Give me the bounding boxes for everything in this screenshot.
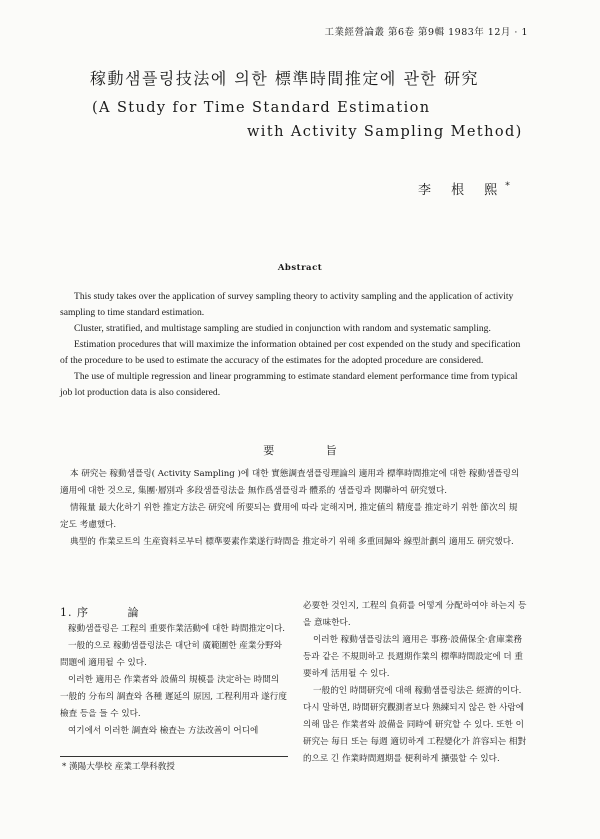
abstract-paragraph: This study takes over the application of survey sampling theory to activity sampling and the application of activity sampling to time standard estimation. xyxy=(60,291,514,318)
body-paragraph: 一般的으로 稼動샘플링法은 대단히 廣範圍한 産業分野와 問題에 適用될 수 있다. xyxy=(60,641,282,668)
abstract-paragraph: Cluster, stratified, and multistage sampling are studied in conjunction with random and systematic sampling. xyxy=(74,323,491,334)
abstract-heading: Abstract xyxy=(277,263,323,273)
abstract-paragraph: Estimation procedures that will maximize the information obtained per cost expended on the study and specification of the procedure to be used to estimate the accuracy of the estimates for the adopted procedure are considered. xyxy=(60,339,521,366)
author-footnote-mark: * xyxy=(505,181,510,192)
summary-body xyxy=(60,466,520,551)
author xyxy=(418,179,510,198)
abstract-paragraph: The use of multiple regression and linear programming to estimate standard element performance time from typical job lot production data is also considered. xyxy=(60,371,518,398)
left-column xyxy=(60,604,288,740)
summary-paragraph: 本 研究는 稼動샘플링( Activity Sampling )에 대한 實態調査샘플링理論의 適用과 標準時間推定에 대한 稼動샘플링의 適用에 대한 것으로, 集團·層別과 多段샘플링法을 無作爲샘플링과 體系的 샘플링과 関聯하여 研究했다. xyxy=(60,469,520,496)
section-heading xyxy=(60,604,288,621)
body-paragraph: 이러한 適用은 作業者와 設備의 規模를 決定하는 時間의 一般的 分布의 調査와 各種 遲延의 原因, 工程利用과 遂行度檢査 등을 들 수 있다. xyxy=(60,675,287,719)
paper-title-english-line2: with Activity Sampling Method) xyxy=(247,124,523,140)
author-name: 李 根 熙 xyxy=(418,183,506,198)
summary-paragraph: 情報量 最大化하기 위한 推定方法은 研究에 所要되는 費用에 따라 定해지며, 推定値의 精度를 推定하기 위한 節次의 規定도 考慮했다. xyxy=(60,503,518,530)
summary-paragraph: 典型的 作業로트의 生産資料로부터 標準要素作業遂行時間을 推定하기 위해 多重回歸와 線型計劃의 適用도 研究했다. xyxy=(70,537,514,547)
body-paragraph: 一般的인 時間研究에 대해 稼動샘플링法은 經濟的이다. 다시 말하면, 時間研究觀測者보다 熟練되지 않은 한 사람에 의해 많은 作業者와 設備을 同時에 研究할 수 있다. 또한 이 研究는 毎日 또는 每週 適切하게 工程變化가 許容되는 相對的으로 긴 作業時間週期를 便利하게 擴張할 수 있다. xyxy=(303,686,527,764)
paper-title-korean: 稼動샘플링技法에 의한 標準時間推定에 관한 研究 xyxy=(90,69,479,88)
abstract-body xyxy=(60,289,522,401)
right-column xyxy=(303,598,528,768)
section-title: 序 論 xyxy=(77,606,157,619)
paper-title-english-line1: (A Study for Time Standard Estimation xyxy=(92,100,431,116)
footnote: * 漢陽大學校 産業工學科敎授 xyxy=(62,762,175,772)
body-paragraph: 必要한 것인지, 工程의 負荷를 어떻게 分配하여야 하는지 등을 意味한다. xyxy=(303,601,527,628)
body-paragraph: 여기에서 이러한 調査와 檢査는 方法改善이 어디에 xyxy=(68,726,259,736)
running-head: 工業經營論叢 第6卷 第9輯 1983年 12月 · 1 xyxy=(324,27,528,38)
footnote-rule xyxy=(60,756,288,757)
summary-heading: 要 旨 xyxy=(263,444,361,457)
body-paragraph: 稼動샘플링은 工程의 重要作業活動에 대한 時間推定이다. xyxy=(68,624,285,634)
body-paragraph: 이러한 稼動샘플링法의 適用은 事務·設備保全·倉庫業務 등과 같은 不規則하고 長週期作業의 標準時間設定에 더 重要하게 活用될 수 있다. xyxy=(303,635,524,679)
section-number: 1. xyxy=(60,606,73,619)
